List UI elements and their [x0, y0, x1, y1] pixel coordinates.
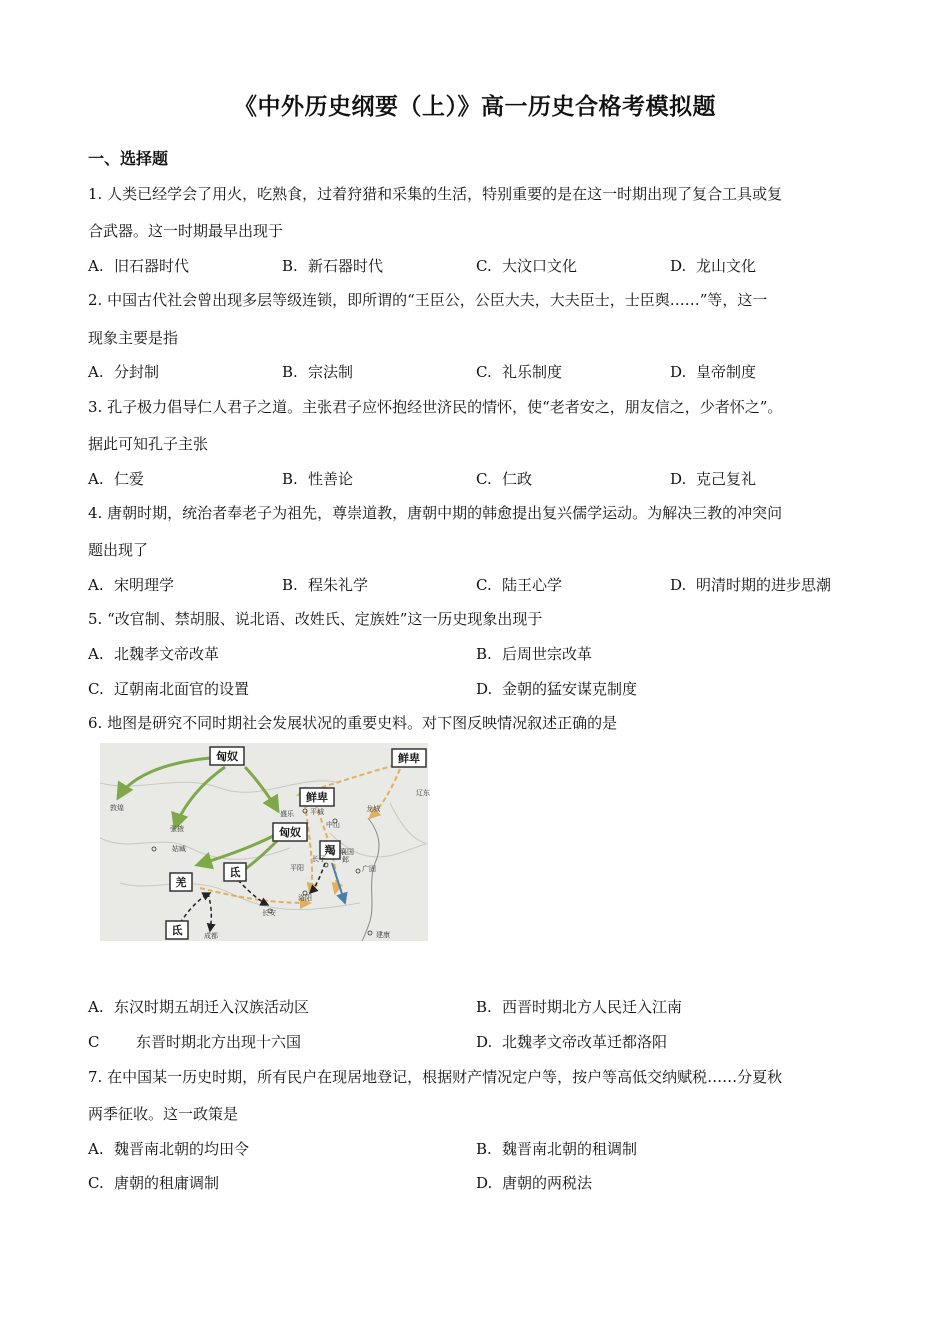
- question-2-stem: 2. 中国古代社会曾出现多层等级连锁，即所谓的“王臣公，公臣大夫，大夫臣士，士臣舆……”等，这一: [88, 291, 768, 309]
- svg-text:氐: 氐: [171, 924, 183, 937]
- q5-option-b: B. 后周世宗改革: [476, 645, 593, 663]
- tribe-box-xiongnu-mid: [273, 823, 307, 841]
- place-pingyang: 平阳: [290, 864, 304, 872]
- q1-option-b: B. 新石器时代: [282, 257, 384, 275]
- place-guanggu: 广固: [362, 865, 376, 873]
- q1-option-a: A. 旧石器时代: [88, 257, 190, 275]
- question-7-stem: 7. 在中国某一历史时期，所有民户在现居地登记，根据财产情况定户等，按户等高低交纳赋税……分夏秋: [88, 1068, 783, 1086]
- tribe-box-di-mid: [224, 863, 246, 881]
- question-3-stem: 3. 孔子极力倡导仁人君子之道。主张君子应怀抱经世济民的情怀，使“老者安之，朋友信之，少者怀之”。: [88, 398, 783, 416]
- q1-option-c: C. 大汶口文化: [476, 257, 578, 275]
- place-dunhuang: 敦煌: [110, 804, 124, 812]
- q7-option-a: A. 魏晋南北朝的均田令: [88, 1140, 250, 1158]
- svg-text:鲜卑: 鲜卑: [306, 791, 328, 804]
- q6-option-b: B. 西晋时期北方人民迁入江南: [476, 998, 683, 1016]
- place-jiankang: 建康: [376, 931, 390, 939]
- tribe-box-xianbei-top: [392, 749, 426, 767]
- q3-option-c: C. 仁政: [476, 470, 533, 488]
- question-4-stem-cont: 题出现了: [88, 541, 149, 559]
- question-1-stem: 1. 人类已经学会了用火，吃熟食，过着狩猎和采集的生活，特别重要的是在这一时期出现了复合工具或复: [88, 185, 783, 203]
- q6-option-d: D. 北魏孝文帝改革迁都洛阳: [476, 1033, 668, 1051]
- place-ye: 邺: [342, 856, 349, 864]
- q7-option-d: D. 唐朝的两税法: [476, 1174, 593, 1192]
- q2-option-c: C. 礼乐制度: [476, 363, 563, 381]
- svg-text:羯: 羯: [324, 844, 336, 857]
- place-shengle: 盛乐: [280, 810, 294, 818]
- question-2-stem-cont: 现象主要是指: [88, 329, 179, 347]
- q7-option-b: B. 魏晋南北朝的租调制: [476, 1140, 638, 1158]
- migration-map: [100, 743, 428, 941]
- page-title: 《中外历史纲要（上）》高一历史合格考模拟题: [234, 93, 716, 120]
- q5-option-c: C. 辽朝南北面官的设置: [88, 680, 250, 698]
- q2-option-d: D. 皇帝制度: [670, 363, 757, 381]
- place-luoyang: 洛阳: [298, 894, 312, 902]
- q2-option-a: A. 分封制: [88, 363, 160, 381]
- q6-option-a: A. 东汉时期五胡迁入汉族活动区: [88, 998, 310, 1016]
- place-zhangzi: 长子: [312, 855, 326, 863]
- q5-option-d: D. 金朝的猛安谋克制度: [476, 680, 638, 698]
- q3-option-a: A. 仁爱: [88, 470, 145, 488]
- q4-option-b: B. 程朱礼学: [282, 576, 369, 594]
- svg-text:氐: 氐: [229, 866, 241, 879]
- tribe-box-qiang: [170, 873, 192, 891]
- svg-text:匈奴: 匈奴: [216, 750, 238, 763]
- q4-option-c: C. 陆王心学: [476, 576, 563, 594]
- place-guzang: 姑臧: [172, 845, 186, 853]
- tribe-box-xiongnu-top: [210, 747, 244, 765]
- q3-option-b: B. 性善论: [282, 470, 354, 488]
- question-3-stem-cont: 据此可知孔子主张: [88, 435, 209, 453]
- svg-text:鲜卑: 鲜卑: [398, 752, 420, 765]
- question-4-stem: 4. 唐朝时期，统治者奉老子为祖先，尊崇道教，唐朝中期的韩愈提出复兴儒学运动。为解决三教的冲突问: [88, 504, 783, 522]
- q5-option-a: A. 北魏孝文帝改革: [88, 645, 220, 663]
- place-zhangye: 张掖: [170, 825, 184, 833]
- q3-option-d: D. 克己复礼: [670, 470, 757, 488]
- svg-text:匈奴: 匈奴: [279, 826, 301, 839]
- place-chengdu: 成都: [204, 932, 218, 940]
- question-6-stem: 6. 地图是研究不同时期社会发展状况的重要史料。对下图反映情况叙述正确的是: [88, 714, 618, 732]
- tribe-box-di-bottom: [166, 921, 188, 939]
- place-liaodong: 辽东: [416, 789, 430, 797]
- q4-option-d: D. 明清时期的进步思潮: [670, 576, 832, 594]
- q4-option-a: A. 宋明理学: [88, 576, 175, 594]
- q6-option-c: C 东晋时期北方出现十六国: [88, 1033, 302, 1051]
- q1-option-d: D. 龙山文化: [670, 257, 757, 275]
- question-7-stem-cont: 两季征收。这一政策是: [88, 1105, 239, 1123]
- place-longcheng: 龙城: [366, 805, 380, 813]
- q2-option-b: B. 宗法制: [282, 363, 354, 381]
- svg-text:羌: 羌: [175, 876, 187, 889]
- section-title: 一、选择题: [88, 149, 169, 168]
- place-changan: 长安: [262, 909, 276, 917]
- tribe-box-xianbei-mid: [300, 788, 334, 806]
- q7-option-c: C. 唐朝的租庸调制: [88, 1174, 220, 1192]
- place-zhongshan: 中山: [326, 821, 340, 829]
- place-xiangguo: 襄国: [340, 848, 354, 856]
- question-5-stem: 5. “改官制、禁胡服、说北语、改姓氏、定族姓”这一历史现象出现于: [88, 610, 543, 628]
- question-1-stem-cont: 合武器。这一时期最早出现于: [88, 222, 284, 240]
- place-pingcheng: 平城: [310, 808, 324, 816]
